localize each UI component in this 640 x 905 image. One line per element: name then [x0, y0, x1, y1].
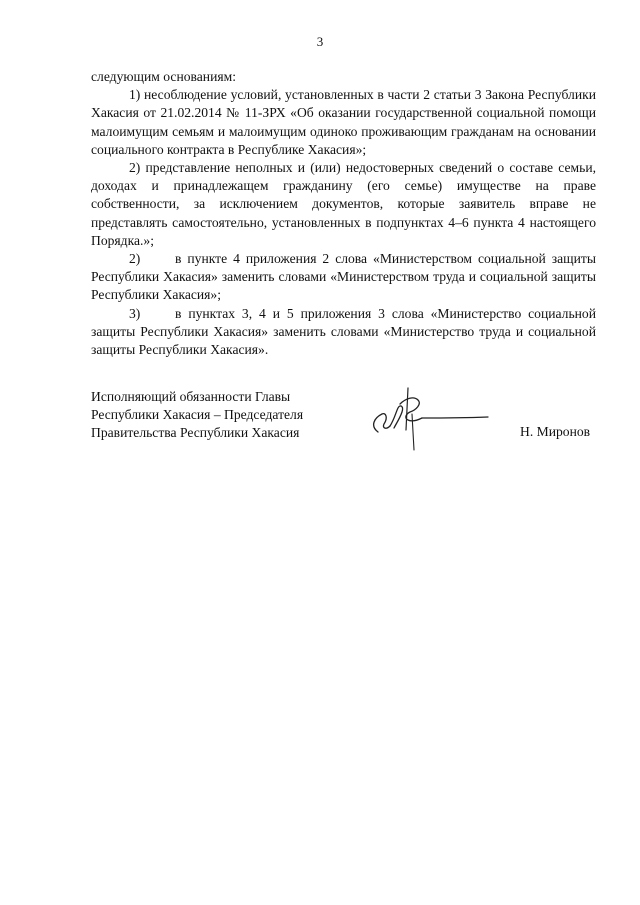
paragraph-amendment-2	[91, 250, 596, 305]
item-number: 3)	[129, 305, 141, 321]
paragraph-text: в пункте 4 приложения 2 слова «Министерством социальной защиты Республики Хакасия» заменить словами «Министерством труда и социальной защиты Республики Хакасия»;	[91, 251, 596, 303]
signatory-title	[91, 388, 303, 442]
body-text	[91, 68, 596, 359]
paragraph-text: в пунктах 3, 4 и 5 приложения 3 слова «Министерство социальной защиты Республики Хакасия» заменить словами «Министерство труда и социальной защиты Республики Хакасия».	[91, 305, 596, 358]
signatory-title-line-2: Республики Хакасия – Председателя	[91, 407, 304, 422]
page-number: 3	[316, 34, 324, 49]
signatory-title-line-3: Правительства Республики Хакасия	[91, 425, 300, 440]
signatory-name: Н. Миронов	[520, 424, 591, 439]
paragraph-item-2: 2) представление неполных и (или) недостоверных сведений о составе семьи, доходах и принадлежащем гражданину (его семье) имуществе на праве собственности, за исключением документов, которые заявитель вправе не представлять самостоятельно, установленных в подпунктах 4–6 пункта 4 настоящего Порядка.»;	[91, 160, 596, 248]
handwritten-signature	[360, 374, 500, 454]
signatory-title-line-1: Исполняющий обязанности Главы	[91, 389, 291, 404]
paragraph-amendment-3	[91, 305, 596, 360]
paragraph-item-1: 1) несоблюдение условий, установленных в части 2 статьи 3 Закона Республики Хакасия от 21.02.2014 № 11-ЗРХ «Об оказании государственной социальной помощи малоимущим семьям и малоимущим одиноко проживающим гражданам на основании социального контракта в Республике Хакасия»;	[91, 87, 596, 157]
paragraph-intro: следующим основаниям:	[91, 69, 236, 84]
item-number: 2)	[129, 251, 141, 267]
